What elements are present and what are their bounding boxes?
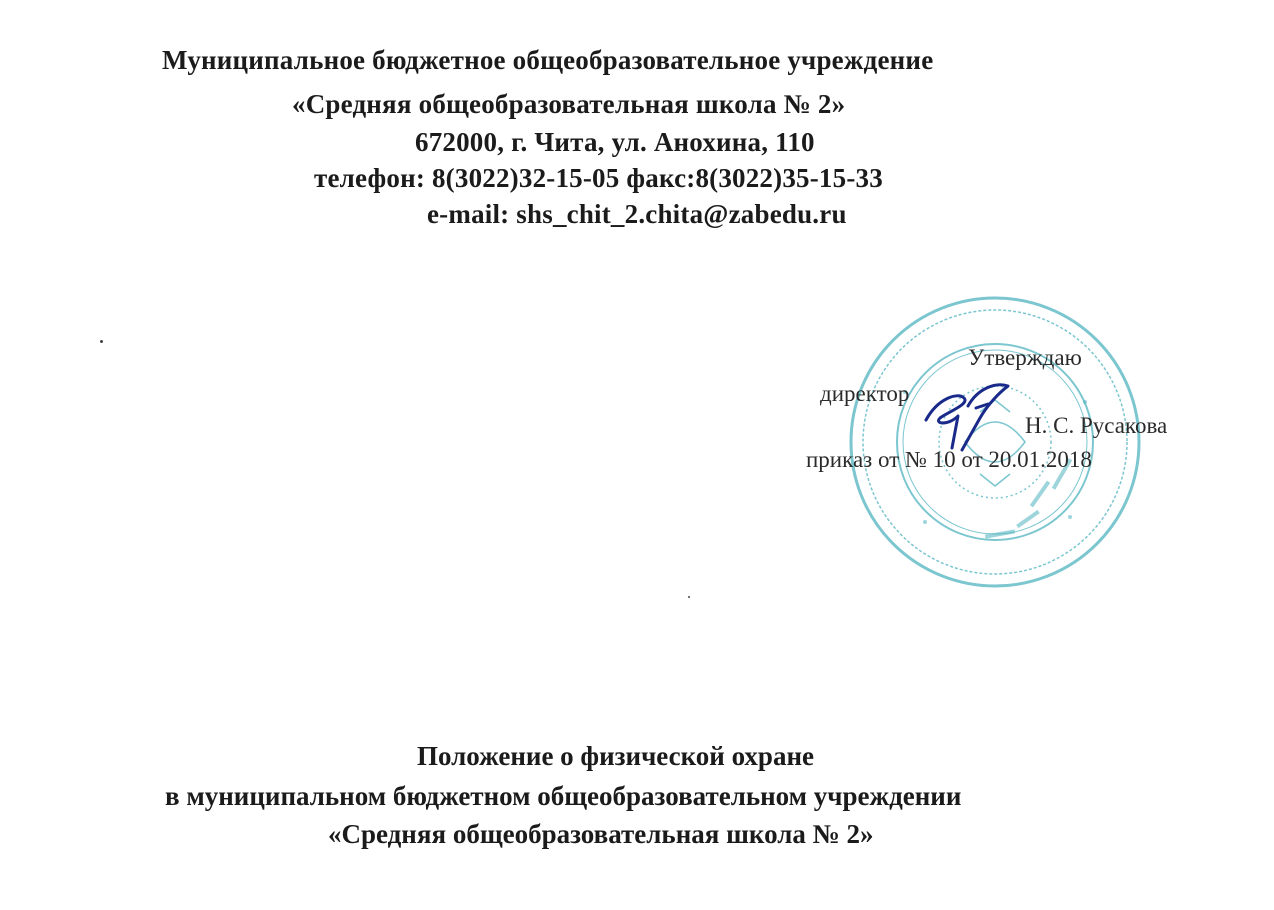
letterhead-school-name: «Средняя общеобразовательная школа № 2» [292,89,846,119]
letterhead-email: e-mail: shs_chit_2.chita@zabedu.ru [427,199,847,229]
letterhead-institution: Муниципальное бюджетное общеобразовательное учреждение [162,45,934,75]
approval-heading: Утверждаю [968,345,1082,370]
letterhead-address: 672000, г. Чита, ул. Анохина, 110 [415,127,815,157]
title-line-2: в муниципальном бюджетном общеобразовательном учреждении [165,781,962,811]
title-line-1: Положение о физической охране [417,741,814,771]
handwritten-signature [918,378,1018,458]
approval-position: директор [820,381,910,406]
title-line-3: «Средняя общеобразовательная школа № 2» [328,819,874,849]
letterhead-phone-fax: телефон: 8(3022)32-15-05 факс:8(3022)35-15-33 [314,163,883,193]
approval-signatory-name: Н. С. Русакова [1025,413,1168,438]
approval-order: приказ от № 10 от 20.01.2018 [806,447,1092,472]
